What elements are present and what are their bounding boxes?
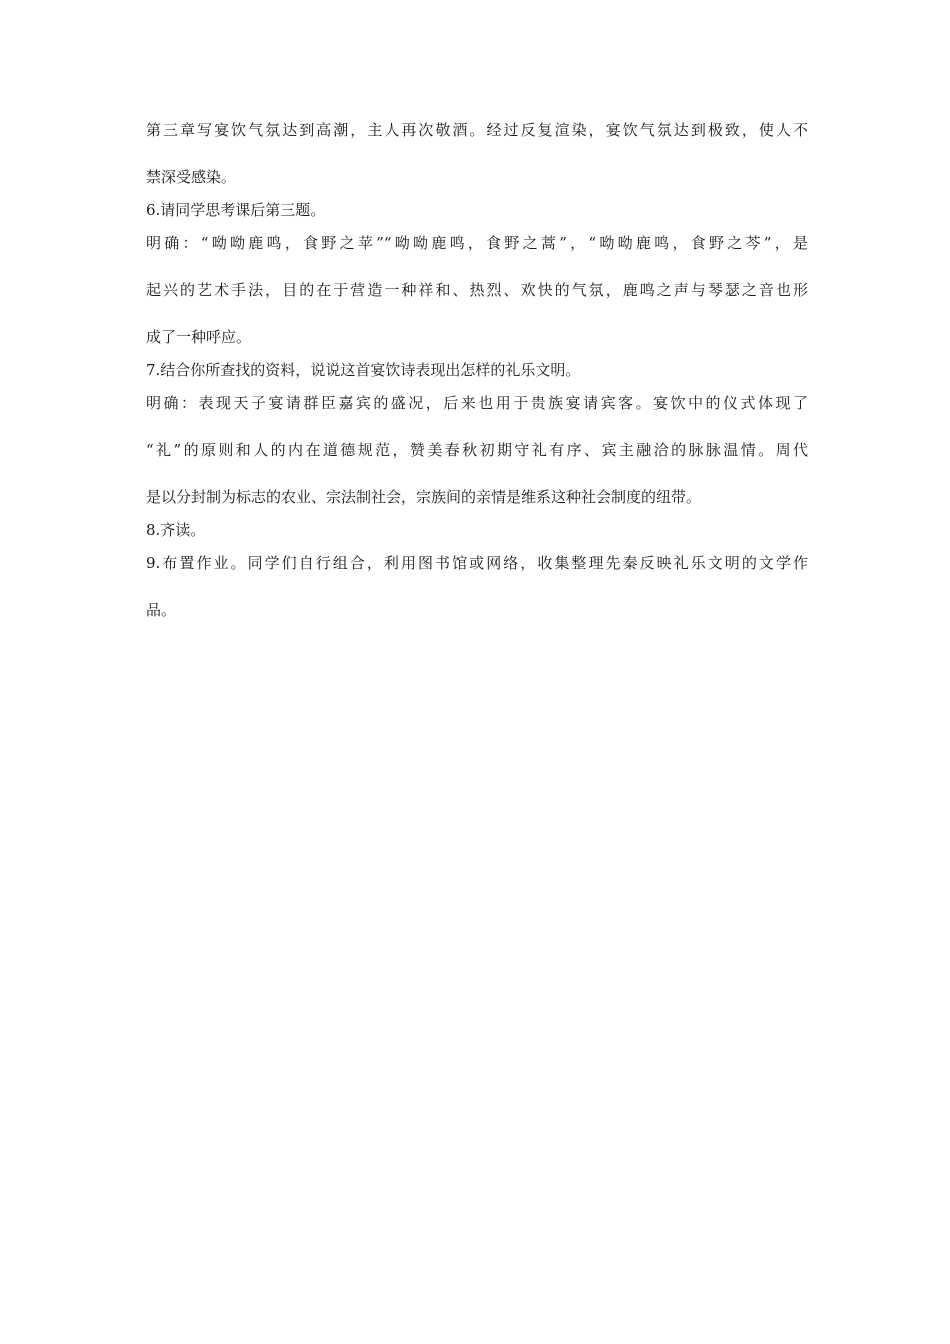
- document-body: [146, 120, 808, 620]
- text-line: 是以分封制为标志的农业、宗法制社会，宗族间的亲情是维系这种社会制度的纽带。: [146, 488, 702, 506]
- text-line: 禁深受感染。: [146, 168, 237, 186]
- item-9-homework: [146, 553, 808, 620]
- text-line: 明确：“呦呦鹿鸣，食野之苹”“呦呦鹿鸣，食野之蒿”，“呦呦鹿鸣，食野之芩”，是: [146, 234, 808, 252]
- paragraph-chapter-three: [146, 120, 808, 187]
- answer-6: [146, 233, 808, 347]
- question-7: [146, 360, 808, 380]
- text-line: 9.布置作业。同学们自行组合，利用图书馆或网络，收集整理先秦反映礼乐文明的文学作: [146, 554, 808, 572]
- text-line: 7.结合你所查找的资料，说说这首宴饮诗表现出怎样的礼乐文明。: [146, 361, 581, 379]
- question-6: [146, 200, 808, 220]
- item-8: [146, 520, 808, 540]
- text-line: 第三章写宴饮气氛达到高潮，主人再次敬酒。经过反复渲染，宴饮气氛达到极致，使人不: [146, 121, 808, 139]
- text-line: 品。: [146, 601, 177, 619]
- text-line: 8.齐读。: [146, 521, 206, 539]
- answer-7: [146, 393, 808, 507]
- text-line: 6.请同学思考课后第三题。: [146, 201, 326, 219]
- text-line: 起兴的艺术手法，目的在于营造一种祥和、热烈、欢快的气氛，鹿鸣之声与琴瑟之音也形: [146, 281, 808, 299]
- text-line: 明确：表现天子宴请群臣嘉宾的盛况，后来也用于贵族宴请宾客。宴饮中的仪式体现了: [146, 394, 808, 412]
- text-line: 成了一种呼应。: [146, 328, 252, 346]
- text-line: “礼”的原则和人的内在道德规范，赞美春秋初期守礼有序、宾主融洽的脉脉温情。周代: [146, 441, 808, 459]
